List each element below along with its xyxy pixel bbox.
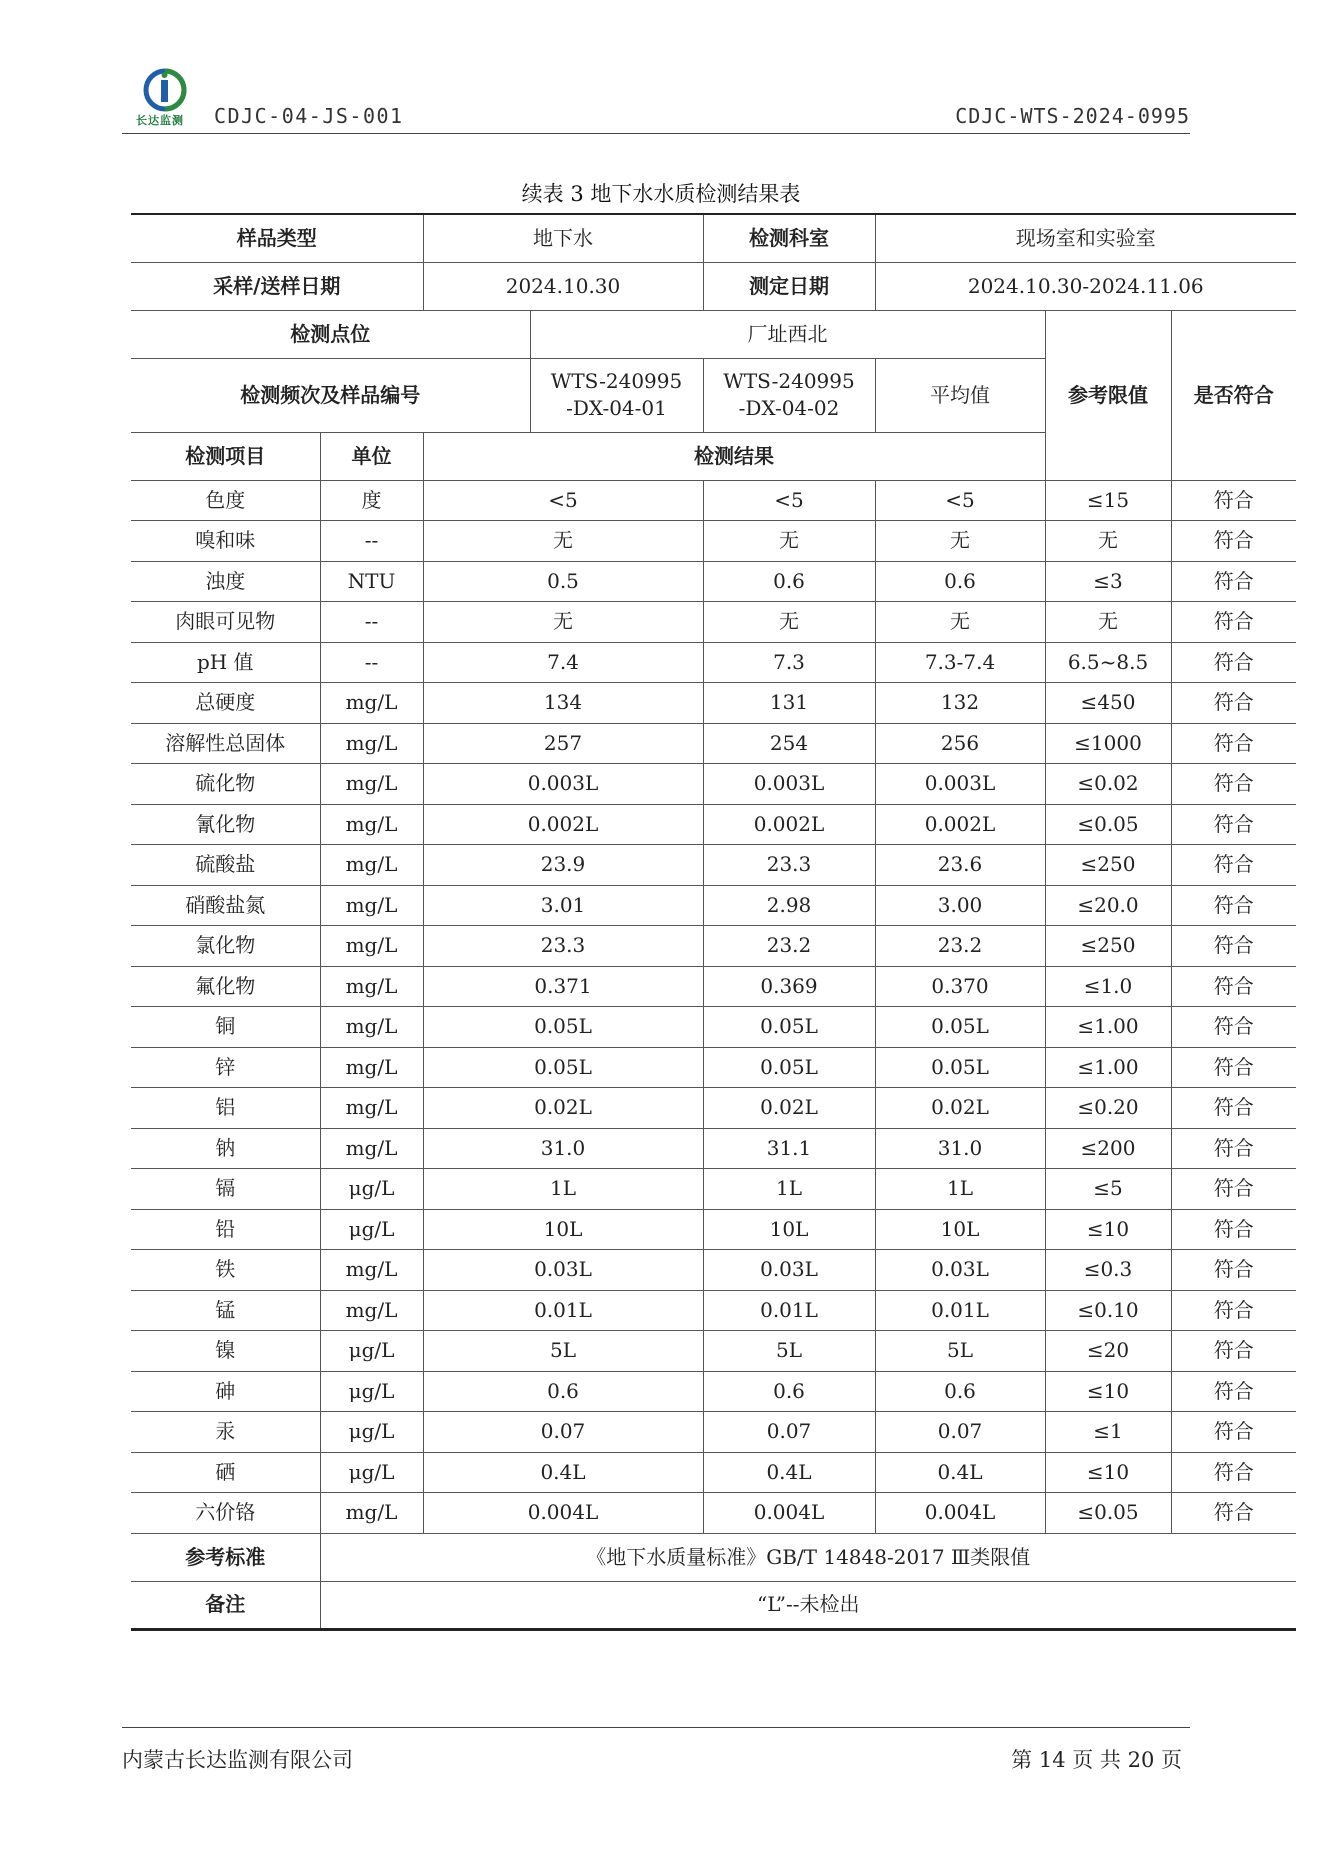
limit-value: ≤1.00	[1045, 1007, 1171, 1048]
average-value: 31.0	[875, 1128, 1045, 1169]
reference-label: 参考标准	[131, 1533, 320, 1581]
sample-2-value: 5L	[703, 1331, 875, 1372]
limit-value: ≤1.00	[1045, 1047, 1171, 1088]
conform-value: 符合	[1171, 926, 1296, 967]
conform-value: 符合	[1171, 561, 1296, 602]
reference-value: 《地下水质量标准》GB/T 14848-2017 Ⅲ类限值	[320, 1533, 1296, 1581]
unit-cell: μg/L	[320, 1371, 423, 1412]
sample-2-value: <5	[703, 480, 875, 521]
limit-value: 无	[1045, 602, 1171, 643]
conform-value: 符合	[1171, 1290, 1296, 1331]
sample-2-value: 0.01L	[703, 1290, 875, 1331]
limit-value: ≤15	[1045, 480, 1171, 521]
sample-2-value: 23.2	[703, 926, 875, 967]
table-row	[131, 1128, 1296, 1169]
unit-cell: mg/L	[320, 723, 423, 764]
info-row-1	[131, 214, 1296, 262]
info-row-2	[131, 262, 1296, 310]
limit-value: ≤10	[1045, 1209, 1171, 1250]
sample-2-value: 23.3	[703, 845, 875, 886]
sample-1-value: 7.4	[423, 642, 703, 683]
table-row	[131, 1250, 1296, 1291]
average-value: 0.02L	[875, 1088, 1045, 1129]
average-value: 0.003L	[875, 764, 1045, 805]
item-cell: 锌	[131, 1047, 320, 1088]
item-cell: 嗅和味	[131, 521, 320, 562]
sample-1-value: 3.01	[423, 885, 703, 926]
unit-cell: μg/L	[320, 1169, 423, 1210]
conform-value: 符合	[1171, 683, 1296, 724]
sample-2-value: 0.07	[703, 1412, 875, 1453]
average-value: 23.6	[875, 845, 1045, 886]
unit-cell: mg/L	[320, 804, 423, 845]
unit-cell: mg/L	[320, 966, 423, 1007]
conform-value: 符合	[1171, 1209, 1296, 1250]
unit-cell: mg/L	[320, 1007, 423, 1048]
average-value: 7.3-7.4	[875, 642, 1045, 683]
average-value: 0.004L	[875, 1493, 1045, 1534]
sample-2-value: 0.4L	[703, 1452, 875, 1493]
item-cell: 溶解性总固体	[131, 723, 320, 764]
item-cell: 氟化物	[131, 966, 320, 1007]
logo-icon	[136, 68, 194, 114]
unit-cell: mg/L	[320, 1250, 423, 1291]
site-label: 检测点位	[131, 310, 530, 358]
limit-value: ≤250	[1045, 926, 1171, 967]
sample-1-value: 无	[423, 602, 703, 643]
unit-cell: mg/L	[320, 1290, 423, 1331]
unit-header: 单位	[320, 432, 423, 480]
result-header: 检测结果	[423, 432, 1045, 480]
sample-2-value: 0.02L	[703, 1088, 875, 1129]
table-row	[131, 926, 1296, 967]
limit-header: 参考限值	[1045, 310, 1171, 480]
table-row	[131, 683, 1296, 724]
sample-2-value: 无	[703, 521, 875, 562]
test-date-label: 测定日期	[703, 262, 875, 310]
sample-2-value: 7.3	[703, 642, 875, 683]
average-value: 无	[875, 521, 1045, 562]
reference-row	[131, 1533, 1296, 1581]
unit-cell: μg/L	[320, 1452, 423, 1493]
sample-1-value: 31.0	[423, 1128, 703, 1169]
conform-value: 符合	[1171, 1169, 1296, 1210]
item-cell: 肉眼可见物	[131, 602, 320, 643]
unit-cell: 度	[320, 480, 423, 521]
conform-value: 符合	[1171, 1250, 1296, 1291]
conform-value: 符合	[1171, 1493, 1296, 1534]
table-row	[131, 1169, 1296, 1210]
unit-cell: mg/L	[320, 1088, 423, 1129]
item-header: 检测项目	[131, 432, 320, 480]
unit-cell: mg/L	[320, 926, 423, 967]
table-row	[131, 1209, 1296, 1250]
sample-2-value: 0.002L	[703, 804, 875, 845]
item-cell: 硒	[131, 1452, 320, 1493]
sample-1-value: 257	[423, 723, 703, 764]
average-value: 0.370	[875, 966, 1045, 1007]
sample-2-value: 无	[703, 602, 875, 643]
limit-value: ≤0.05	[1045, 1493, 1171, 1534]
limit-value: ≤0.02	[1045, 764, 1171, 805]
conform-value: 符合	[1171, 723, 1296, 764]
company-logo	[136, 68, 194, 130]
sample-1-value: 0.01L	[423, 1290, 703, 1331]
limit-value: ≤200	[1045, 1128, 1171, 1169]
site-row	[131, 310, 1296, 358]
conform-value: 符合	[1171, 642, 1296, 683]
conform-value: 符合	[1171, 1088, 1296, 1129]
conform-header: 是否符合	[1171, 310, 1296, 480]
limit-value: ≤450	[1045, 683, 1171, 724]
sample-1-value: 23.9	[423, 845, 703, 886]
sample-1-value: <5	[423, 480, 703, 521]
sample-1-value: 5L	[423, 1331, 703, 1372]
conform-value: 符合	[1171, 521, 1296, 562]
sample-1-value: 0.05L	[423, 1007, 703, 1048]
limit-value: ≤5	[1045, 1169, 1171, 1210]
logo-text: 长达监测	[136, 114, 184, 127]
sample-1-value: 0.371	[423, 966, 703, 1007]
limit-value: ≤1000	[1045, 723, 1171, 764]
item-cell: 铝	[131, 1088, 320, 1129]
sample-1-value: 23.3	[423, 926, 703, 967]
sample-2-value: 0.03L	[703, 1250, 875, 1291]
item-cell: 镍	[131, 1331, 320, 1372]
limit-value: ≤0.10	[1045, 1290, 1171, 1331]
conform-value: 符合	[1171, 885, 1296, 926]
sample-2-value: 0.05L	[703, 1047, 875, 1088]
table-row	[131, 1452, 1296, 1493]
conform-value: 符合	[1171, 1371, 1296, 1412]
average-value: 0.07	[875, 1412, 1045, 1453]
limit-value: ≤1.0	[1045, 966, 1171, 1007]
sample-1-value: 无	[423, 521, 703, 562]
doc-code-left: CDJC-04-JS-001	[214, 104, 404, 128]
footer-page-number: 第 14 页 共 20 页	[1011, 1748, 1182, 1772]
table-row	[131, 480, 1296, 521]
limit-value: ≤0.3	[1045, 1250, 1171, 1291]
unit-cell: mg/L	[320, 1047, 423, 1088]
sample-1-value: 0.05L	[423, 1047, 703, 1088]
average-value: 256	[875, 723, 1045, 764]
table-row	[131, 966, 1296, 1007]
sampling-date-value: 2024.10.30	[423, 262, 703, 310]
item-cell: 锰	[131, 1290, 320, 1331]
average-value: 0.03L	[875, 1250, 1045, 1291]
table-row	[131, 885, 1296, 926]
sample-1-value: 1L	[423, 1169, 703, 1210]
conform-value: 符合	[1171, 1007, 1296, 1048]
sample-2-value: 0.003L	[703, 764, 875, 805]
item-cell: 总硬度	[131, 683, 320, 724]
unit-cell: mg/L	[320, 1493, 423, 1534]
average-value: 0.01L	[875, 1290, 1045, 1331]
conform-value: 符合	[1171, 602, 1296, 643]
item-cell: 硫化物	[131, 764, 320, 805]
table-row	[131, 1371, 1296, 1412]
item-cell: 硝酸盐氮	[131, 885, 320, 926]
table-row	[131, 1493, 1296, 1534]
item-cell: 浊度	[131, 561, 320, 602]
average-value: 5L	[875, 1331, 1045, 1372]
sample-1-value: 0.004L	[423, 1493, 703, 1534]
sample-2-value: 10L	[703, 1209, 875, 1250]
limit-value: ≤20	[1045, 1331, 1171, 1372]
lab-value: 现场室和实验室	[875, 214, 1296, 262]
sample-type-value: 地下水	[423, 214, 703, 262]
doc-code-right: CDJC-WTS-2024-0995	[955, 104, 1190, 128]
conform-value: 符合	[1171, 1047, 1296, 1088]
conform-value: 符合	[1171, 764, 1296, 805]
header-divider	[122, 133, 1190, 134]
table-row	[131, 1007, 1296, 1048]
conform-value: 符合	[1171, 1412, 1296, 1453]
conform-value: 符合	[1171, 1452, 1296, 1493]
unit-cell: --	[320, 602, 423, 643]
average-value: 0.6	[875, 1371, 1045, 1412]
item-cell: 铁	[131, 1250, 320, 1291]
average-value: 0.05L	[875, 1047, 1045, 1088]
limit-value: ≤3	[1045, 561, 1171, 602]
table-row	[131, 804, 1296, 845]
test-date-value: 2024.10.30-2024.11.06	[875, 262, 1296, 310]
page-header	[122, 64, 1190, 134]
footer-company: 内蒙古长达监测有限公司	[122, 1748, 353, 1772]
limit-value: ≤250	[1045, 845, 1171, 886]
sample-1-value: 0.003L	[423, 764, 703, 805]
average-value: 0.6	[875, 561, 1045, 602]
freq-label: 检测频次及样品编号	[131, 358, 530, 432]
conform-value: 符合	[1171, 966, 1296, 1007]
conform-value: 符合	[1171, 804, 1296, 845]
table-row	[131, 723, 1296, 764]
sampling-date-label: 采样/送样日期	[131, 262, 423, 310]
item-cell: 铜	[131, 1007, 320, 1048]
item-cell: 铅	[131, 1209, 320, 1250]
lab-label: 检测科室	[703, 214, 875, 262]
table-row	[131, 1290, 1296, 1331]
average-value: 1L	[875, 1169, 1045, 1210]
table-row	[131, 561, 1296, 602]
sample-2-value: 0.6	[703, 561, 875, 602]
remark-row	[131, 1581, 1296, 1629]
unit-cell: --	[320, 521, 423, 562]
unit-cell: mg/L	[320, 764, 423, 805]
unit-cell: mg/L	[320, 885, 423, 926]
conform-value: 符合	[1171, 480, 1296, 521]
average-value: <5	[875, 480, 1045, 521]
sample-1-value: 0.6	[423, 1371, 703, 1412]
limit-value: ≤0.20	[1045, 1088, 1171, 1129]
site-value: 厂址西北	[530, 310, 1045, 358]
unit-cell: NTU	[320, 561, 423, 602]
item-cell: 六价铬	[131, 1493, 320, 1534]
sample-1-value: 10L	[423, 1209, 703, 1250]
limit-value: 无	[1045, 521, 1171, 562]
item-cell: 氰化物	[131, 804, 320, 845]
conform-value: 符合	[1171, 1128, 1296, 1169]
sample-2-value: 0.004L	[703, 1493, 875, 1534]
sample-type-label: 样品类型	[131, 214, 423, 262]
average-value: 10L	[875, 1209, 1045, 1250]
average-value: 3.00	[875, 885, 1045, 926]
conform-value: 符合	[1171, 1331, 1296, 1372]
sample-2-value: 254	[703, 723, 875, 764]
unit-cell: mg/L	[320, 1128, 423, 1169]
limit-value: ≤10	[1045, 1452, 1171, 1493]
table-caption: 续表 3 地下水水质检测结果表	[521, 182, 801, 206]
unit-cell: --	[320, 642, 423, 683]
item-cell: 砷	[131, 1371, 320, 1412]
item-cell: 氯化物	[131, 926, 320, 967]
limit-value: ≤1	[1045, 1412, 1171, 1453]
conform-value: 符合	[1171, 845, 1296, 886]
item-cell: 硫酸盐	[131, 845, 320, 886]
sample-2-value: 0.05L	[703, 1007, 875, 1048]
unit-cell: mg/L	[320, 845, 423, 886]
unit-cell: μg/L	[320, 1209, 423, 1250]
sample-1-value: 0.5	[423, 561, 703, 602]
limit-value: ≤10	[1045, 1371, 1171, 1412]
sample-1-value: 0.002L	[423, 804, 703, 845]
item-cell: 色度	[131, 480, 320, 521]
table-row	[131, 521, 1296, 562]
item-cell: pH 值	[131, 642, 320, 683]
sample-2-value: 0.369	[703, 966, 875, 1007]
sample-1-value: 0.02L	[423, 1088, 703, 1129]
limit-value: ≤20.0	[1045, 885, 1171, 926]
item-cell: 汞	[131, 1412, 320, 1453]
limit-value: 6.5~8.5	[1045, 642, 1171, 683]
sample-2-value: 131	[703, 683, 875, 724]
sample-1-value: 0.03L	[423, 1250, 703, 1291]
footer-divider	[122, 1727, 1190, 1728]
average-value: 0.002L	[875, 804, 1045, 845]
table-row	[131, 845, 1296, 886]
sample-2-value: 31.1	[703, 1128, 875, 1169]
average-header: 平均值	[875, 358, 1045, 432]
sample-2-value: 1L	[703, 1169, 875, 1210]
table-row	[131, 764, 1296, 805]
table-row	[131, 1331, 1296, 1372]
table-row	[131, 1047, 1296, 1088]
remark-label: 备注	[131, 1581, 320, 1629]
sample-2-id: WTS-240995-DX-04-02	[703, 358, 875, 432]
average-value: 132	[875, 683, 1045, 724]
table-row	[131, 602, 1296, 643]
sample-2-value: 0.6	[703, 1371, 875, 1412]
unit-cell: μg/L	[320, 1331, 423, 1372]
average-value: 0.4L	[875, 1452, 1045, 1493]
results-table	[131, 213, 1296, 1631]
average-value: 0.05L	[875, 1007, 1045, 1048]
item-cell: 镉	[131, 1169, 320, 1210]
sample-1-value: 134	[423, 683, 703, 724]
sample-2-value: 2.98	[703, 885, 875, 926]
table-row	[131, 642, 1296, 683]
data-rows	[131, 480, 1296, 1533]
remark-value: “L”--未检出	[320, 1581, 1296, 1629]
average-value: 23.2	[875, 926, 1045, 967]
item-cell: 钠	[131, 1128, 320, 1169]
sample-1-value: 0.4L	[423, 1452, 703, 1493]
unit-cell: μg/L	[320, 1412, 423, 1453]
unit-cell: mg/L	[320, 683, 423, 724]
sample-1-id: WTS-240995-DX-04-01	[530, 358, 703, 432]
sample-1-value: 0.07	[423, 1412, 703, 1453]
table-row	[131, 1412, 1296, 1453]
average-value: 无	[875, 602, 1045, 643]
limit-value: ≤0.05	[1045, 804, 1171, 845]
table-row	[131, 1088, 1296, 1129]
